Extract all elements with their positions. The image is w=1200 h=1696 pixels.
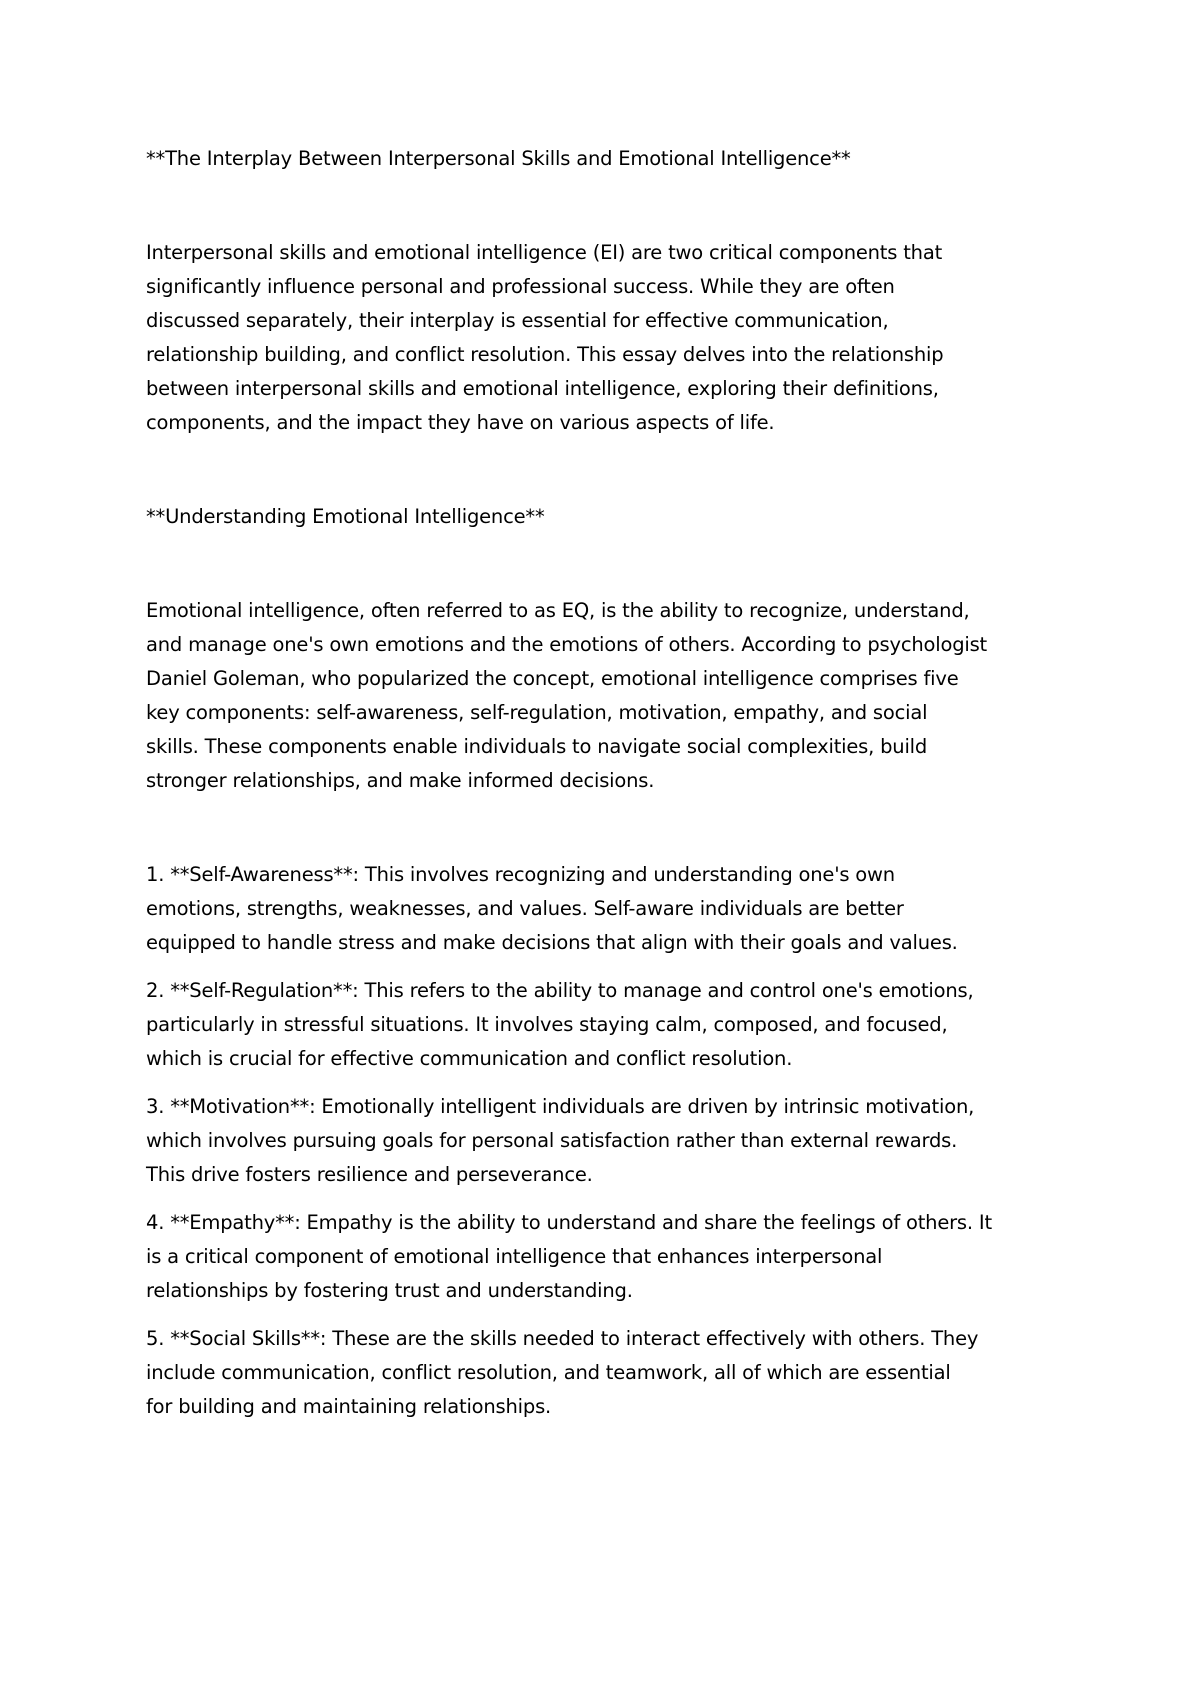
- list-item-line: particularly in stressful situations. It involves staying calm, composed, and focused,: [146, 1013, 948, 1036]
- list-item-line: 2. **Self-Regulation**: This refers to the ability to manage and control one's emotions,: [146, 979, 974, 1002]
- document-title: **The Interplay Between Interpersonal Skills and Emotional Intelligence**: [146, 147, 851, 170]
- intro-paragraph: [146, 236, 1076, 440]
- intro-line: components, and the impact they have on various aspects of life.: [146, 411, 775, 434]
- list-item-line: relationships by fostering trust and understanding.: [146, 1279, 633, 1302]
- intro-line: discussed separately, their interplay is essential for effective communication,: [146, 309, 889, 332]
- list-item-empathy: [146, 1206, 1076, 1308]
- intro-line: between interpersonal skills and emotional intelligence, exploring their definitions,: [146, 377, 939, 400]
- list-item-line: include communication, conflict resolution, and teamwork, all of which are essential: [146, 1361, 951, 1384]
- list-item-line: 4. **Empathy**: Empathy is the ability to understand and share the feelings of others. It: [146, 1211, 992, 1234]
- list-item-social-skills: [146, 1322, 1076, 1424]
- list-item-line: 5. **Social Skills**: These are the skills needed to interact effectively with others. They: [146, 1327, 979, 1350]
- list-item-line: which involves pursuing goals for personal satisfaction rather than external rewards.: [146, 1129, 958, 1152]
- list-item-line: 1. **Self-Awareness**: This involves recognizing and understanding one's own: [146, 863, 895, 886]
- intro-line: significantly influence personal and professional success. While they are often: [146, 275, 895, 298]
- intro-line: Interpersonal skills and emotional intelligence (EI) are two critical components that: [146, 241, 943, 264]
- list-item-self-awareness: [146, 858, 1076, 960]
- section-line: Emotional intelligence, often referred to as EQ, is the ability to recognize, understand,: [146, 599, 970, 622]
- list-item-line: is a critical component of emotional intelligence that enhances interpersonal: [146, 1245, 883, 1268]
- document-body: [146, 142, 1076, 1424]
- intro-line: relationship building, and conflict resolution. This essay delves into the relationship: [146, 343, 944, 366]
- list-item-line: equipped to handle stress and make decisions that align with their goals and values.: [146, 931, 958, 954]
- list-item-line: which is crucial for effective communication and conflict resolution.: [146, 1047, 793, 1070]
- section-line: stronger relationships, and make informed decisions.: [146, 769, 655, 792]
- section-line: skills. These components enable individuals to navigate social complexities, build: [146, 735, 928, 758]
- list-item-line: for building and maintaining relationships.: [146, 1395, 552, 1418]
- list-item-motivation: [146, 1090, 1076, 1192]
- section-heading: **Understanding Emotional Intelligence**: [146, 505, 545, 528]
- list-item-line: This drive fosters resilience and perseverance.: [146, 1163, 593, 1186]
- section-paragraph: [146, 594, 1076, 798]
- list-item-self-regulation: [146, 974, 1076, 1076]
- section-line: Daniel Goleman, who popularized the concept, emotional intelligence comprises five: [146, 667, 959, 690]
- section-line: and manage one's own emotions and the emotions of others. According to psychologist: [146, 633, 987, 656]
- list-item-line: emotions, strengths, weaknesses, and values. Self-aware individuals are better: [146, 897, 904, 920]
- components-list: [146, 858, 1076, 1424]
- section-line: key components: self-awareness, self-regulation, motivation, empathy, and social: [146, 701, 928, 724]
- list-item-line: 3. **Motivation**: Emotionally intelligent individuals are driven by intrinsic motivation,: [146, 1095, 975, 1118]
